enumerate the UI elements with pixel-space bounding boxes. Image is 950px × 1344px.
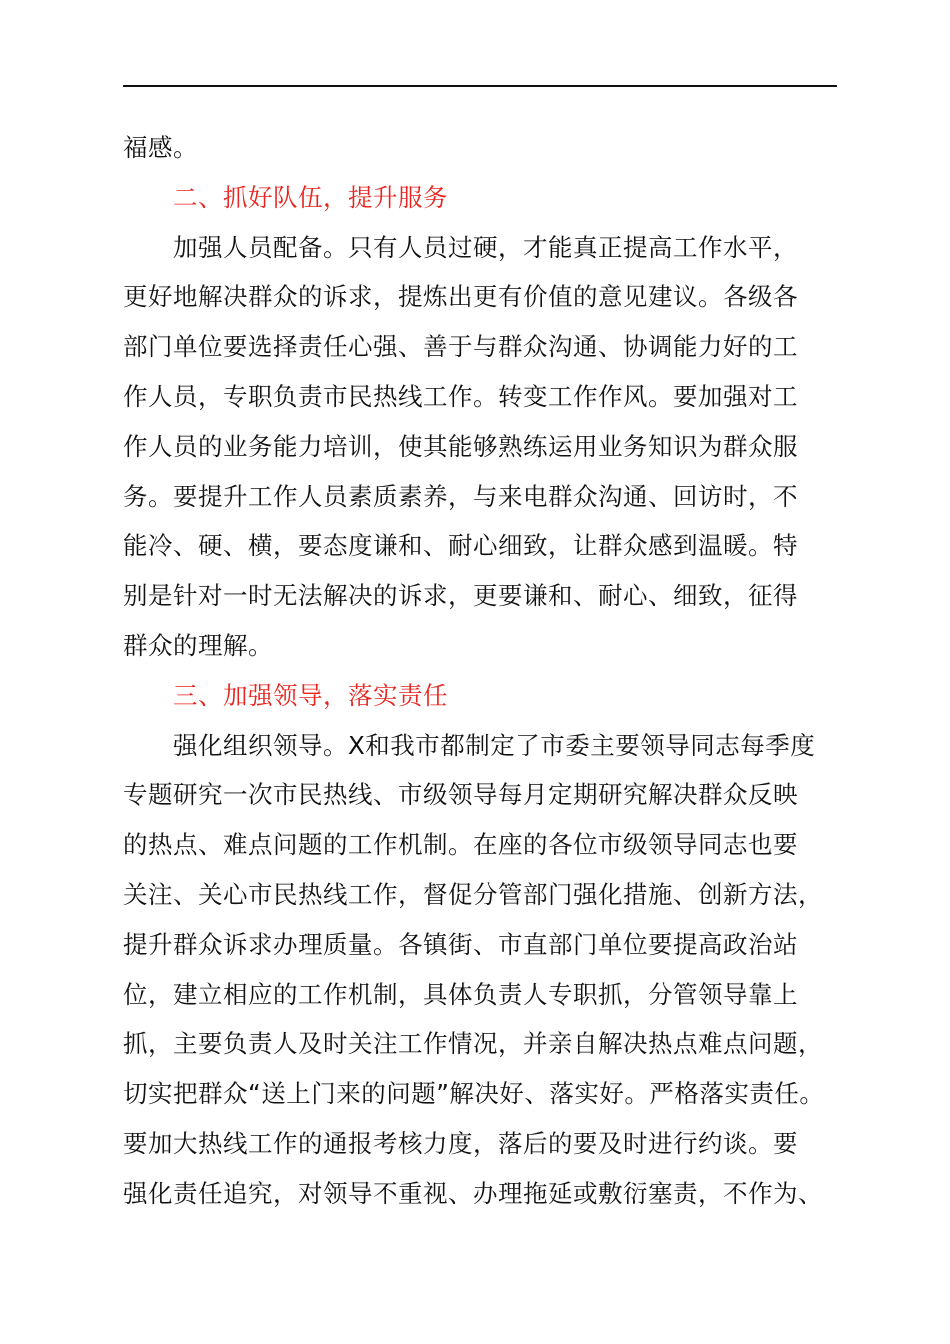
body-line: 专题研究一次市民热线、市级领导每月定期研究解决群众反映 bbox=[123, 780, 798, 810]
body-line: 作人员的业务能力培训，使其能够熟练运用业务知识为群众服 bbox=[123, 431, 798, 461]
body-line: 务。要提升工作人员素质素养，与来电群众沟通、回访时，不 bbox=[123, 481, 798, 511]
document-body bbox=[123, 123, 863, 1219]
body-line: 福感。 bbox=[123, 133, 198, 162]
body-line: 关注、关心市民热线工作，督促分管部门强化措施、创新方法， bbox=[123, 879, 823, 909]
body-line: 抓，主要负责人及时关注工作情况，并亲自解决热点难点问题， bbox=[123, 1029, 823, 1059]
body-line: 要加大热线工作的通报考核力度，落后的要及时进行约谈。要 bbox=[123, 1128, 798, 1158]
section-heading-3: 三、加强领导，落实责任 bbox=[173, 680, 448, 710]
body-line: 强化组织领导。X和我市都制定了市委主要领导同志每季度 bbox=[173, 730, 816, 760]
header-rule bbox=[123, 85, 837, 87]
body-line: 强化责任追究，对领导不重视、办理拖延或敷衍塞责，不作为、 bbox=[123, 1178, 823, 1208]
body-line: 更好地解决群众的诉求，提炼出更有价值的意见建议。各级各 bbox=[123, 282, 798, 312]
body-line: 切实把群众“送上门来的问题”解决好、落实好。严格落实责任。 bbox=[123, 1079, 825, 1109]
body-line: 的热点、难点问题的工作机制。在座的各位市级领导同志也要 bbox=[123, 830, 798, 860]
body-line: 群众的理解。 bbox=[123, 630, 273, 660]
body-line: 部门单位要选择责任心强、善于与群众沟通、协调能力好的工 bbox=[123, 332, 798, 362]
section-heading-2: 二、抓好队伍，提升服务 bbox=[173, 182, 448, 212]
body-line: 提升群众诉求办理质量。各镇街、市直部门单位要提高政治站 bbox=[123, 929, 798, 959]
body-line: 别是针对一时无法解决的诉求，更要谦和、耐心、细致，征得 bbox=[123, 581, 798, 611]
body-line: 作人员，专职负责市民热线工作。转变工作作风。要加强对工 bbox=[123, 381, 798, 411]
body-line: 加强人员配备。只有人员过硬，才能真正提高工作水平， bbox=[173, 232, 798, 262]
body-line: 能冷、硬、横，要态度谦和、耐心细致，让群众感到温暖。特 bbox=[123, 531, 798, 561]
body-line: 位，建立相应的工作机制，具体负责人专职抓，分管领导靠上 bbox=[123, 979, 798, 1009]
